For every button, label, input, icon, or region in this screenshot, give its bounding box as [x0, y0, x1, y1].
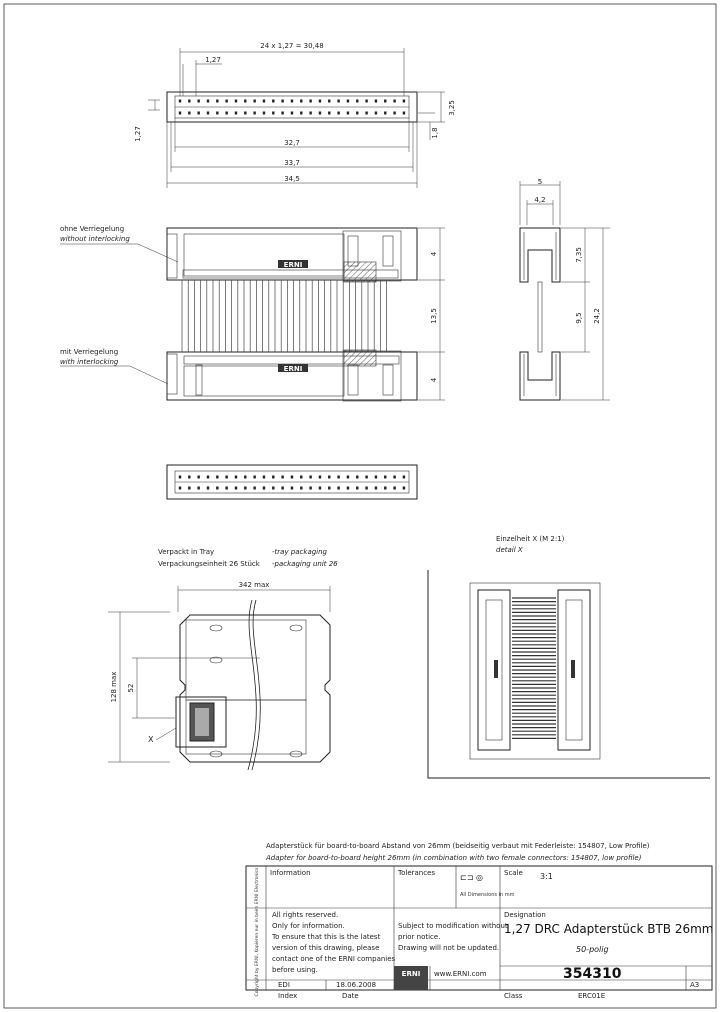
- pin-lower: [300, 487, 302, 490]
- pin-upper: [253, 476, 255, 479]
- detail-de: Einzelheit X (M 2:1): [496, 535, 565, 543]
- pin-lower: [375, 112, 377, 115]
- tray-height: 128 max: [110, 671, 118, 703]
- pin-lower: [356, 112, 358, 115]
- x-marker: X: [148, 735, 154, 744]
- pin-lower: [300, 112, 302, 115]
- pin-upper: [225, 100, 227, 103]
- pin-upper: [197, 100, 199, 103]
- tolerance-label: Tolerances: [398, 869, 436, 877]
- scale-value: 3:1: [540, 872, 553, 881]
- tray-en: -tray packaging: [272, 548, 327, 556]
- date-label: Date: [342, 992, 359, 1000]
- dim-34-5: 34,5: [284, 175, 300, 183]
- pin-upper: [328, 100, 330, 103]
- pin-upper: [244, 476, 246, 479]
- pin-upper: [179, 100, 181, 103]
- side-view: [520, 178, 610, 400]
- rights-4: version of this drawing, please: [272, 944, 380, 952]
- pin-upper: [291, 476, 293, 479]
- dim-5: 5: [537, 178, 543, 186]
- pin-upper: [309, 476, 311, 479]
- tray-width: 342 max: [238, 581, 270, 589]
- pin-lower: [328, 487, 330, 490]
- format: A3: [690, 981, 700, 989]
- pin-upper: [263, 100, 265, 103]
- pin-upper: [393, 100, 395, 103]
- pin-lower: [403, 112, 405, 115]
- info-label: Information: [270, 869, 311, 877]
- dim-pitch: 1,27: [205, 56, 221, 64]
- pin-upper: [356, 100, 358, 103]
- pin-upper: [179, 476, 181, 479]
- pin-lower: [207, 112, 209, 115]
- pin-lower: [225, 112, 227, 115]
- pin-lower: [356, 487, 358, 490]
- subject-3: Drawing will not be updated.: [398, 944, 500, 952]
- class-label: Class: [504, 992, 523, 1000]
- scale-label: Scale: [504, 869, 523, 877]
- pin-lower: [197, 112, 199, 115]
- pin-upper: [188, 476, 190, 479]
- pin-lower: [272, 487, 274, 490]
- pin-lower: [319, 112, 321, 115]
- label-with-locking-en: with interlocking: [60, 358, 119, 366]
- rights-5: contact one of the ERNI companies: [272, 955, 396, 963]
- pin-upper: [188, 100, 190, 103]
- pin-lower: [225, 487, 227, 490]
- pin-lower: [384, 112, 386, 115]
- subject-1: Subject to modification without: [398, 922, 508, 930]
- pin-upper: [375, 476, 377, 479]
- dim-33-7: 33,7: [284, 159, 300, 167]
- pin-lower: [188, 487, 190, 490]
- pin-upper: [319, 100, 321, 103]
- pin-upper: [365, 100, 367, 103]
- class-value: ERC01E: [578, 992, 606, 1000]
- dimensions-note: All Dimensions in mm: [460, 892, 515, 898]
- desc-de: Adapterstück für board-to-board Abstand von 26mm (beidseitig verbaut mit Federleiste: 154807, Low Profile): [266, 842, 650, 850]
- pin-upper: [263, 476, 265, 479]
- tray-view: [108, 548, 338, 770]
- subject-2: prior notice.: [398, 933, 441, 941]
- pin-upper: [207, 476, 209, 479]
- pin-upper: [281, 476, 283, 479]
- dim-4-upper: 4: [430, 251, 438, 257]
- pin-upper: [403, 476, 405, 479]
- label-with-locking-de: mit Verriegelung: [60, 348, 119, 356]
- pin-lower: [197, 487, 199, 490]
- front-view: [60, 225, 445, 401]
- desc-en: Adapter for board-to-board height 26mm (in combination with two female connectors: 154807, low profile): [266, 854, 642, 862]
- pin-upper: [272, 476, 274, 479]
- rights-3: To ensure that this is the latest: [272, 933, 381, 941]
- pin-upper: [384, 476, 386, 479]
- pin-lower: [337, 487, 339, 490]
- dim-7-35: 7,35: [575, 247, 583, 263]
- index-label: Index: [278, 992, 298, 1000]
- bottom-view: [167, 465, 417, 499]
- pin-lower: [263, 112, 265, 115]
- pin-upper: [365, 476, 367, 479]
- pin-upper: [272, 100, 274, 103]
- unit-de: Verpackungseinheit 26 Stück: [158, 560, 260, 568]
- brand-logo: ERNI: [401, 970, 421, 978]
- pin-lower: [375, 487, 377, 490]
- drawing-subtitle: 50-polig: [576, 945, 609, 954]
- pin-upper: [337, 100, 339, 103]
- pin-lower: [244, 112, 246, 115]
- pin-upper: [235, 476, 237, 479]
- pin-lower: [188, 112, 190, 115]
- pin-lower: [319, 487, 321, 490]
- projection-icon: ⊏⊐ ◎: [460, 873, 483, 882]
- pin-lower: [216, 487, 218, 490]
- dim-1-8: 1,8: [431, 127, 439, 139]
- pin-lower: [403, 487, 405, 490]
- pin-upper: [235, 100, 237, 103]
- copyright-note: Copyright by ERNI, Kopieren nur in beim ERNI Electronics: [255, 867, 260, 997]
- pin-lower: [244, 487, 246, 490]
- website: www.ERNI.com: [434, 970, 487, 978]
- pin-lower: [337, 112, 339, 115]
- dim-3-25: 3,25: [448, 100, 456, 116]
- pin-upper: [347, 476, 349, 479]
- pin-lower: [179, 487, 181, 490]
- pin-upper: [244, 100, 246, 103]
- part-number: 354310: [563, 966, 622, 982]
- pin-upper: [384, 100, 386, 103]
- pin-lower: [347, 112, 349, 115]
- pin-upper: [225, 476, 227, 479]
- dim-13-5: 13,5: [430, 308, 438, 324]
- pin-lower: [309, 487, 311, 490]
- dim-4-2: 4,2: [534, 196, 546, 204]
- pin-upper: [253, 100, 255, 103]
- drawing-title: 1,27 DRC Adapterstück BTB 26mm: [504, 922, 714, 936]
- dim-4-lower: 4: [430, 377, 438, 383]
- pin-lower: [263, 487, 265, 490]
- label-without-locking-en: without interlocking: [60, 235, 130, 243]
- pin-upper: [356, 476, 358, 479]
- pin-upper: [328, 476, 330, 479]
- pin-upper: [216, 100, 218, 103]
- pin-lower: [235, 487, 237, 490]
- pin-lower: [281, 112, 283, 115]
- pin-upper: [393, 476, 395, 479]
- pin-upper: [337, 476, 339, 479]
- brand-bottom: ERNI: [283, 365, 303, 373]
- pin-lower: [328, 112, 330, 115]
- date: 18.06.2008: [336, 981, 377, 989]
- pin-lower: [365, 487, 367, 490]
- unit-en: -packaging unit 26: [272, 560, 338, 568]
- dim-pitch-total: 24 x 1,27 = 30,48: [260, 42, 324, 50]
- dim-9-5: 9,5: [575, 312, 583, 324]
- dim-32-7: 32,7: [284, 139, 300, 147]
- pin-lower: [291, 487, 293, 490]
- title-block: [246, 842, 714, 1000]
- pin-lower: [393, 487, 395, 490]
- brand-top: ERNI: [283, 261, 303, 269]
- detail-en: detail X: [496, 546, 523, 554]
- pin-lower: [207, 487, 209, 490]
- pin-upper: [347, 100, 349, 103]
- pin-upper: [309, 100, 311, 103]
- dim-pitch-side: 1,27: [134, 126, 142, 142]
- pin-lower: [347, 487, 349, 490]
- pin-lower: [216, 112, 218, 115]
- pin-upper: [403, 100, 405, 103]
- pin-upper: [216, 476, 218, 479]
- pin-lower: [253, 487, 255, 490]
- rights-6: before using.: [272, 966, 318, 974]
- pin-lower: [291, 112, 293, 115]
- pin-upper: [197, 476, 199, 479]
- pin-upper: [207, 100, 209, 103]
- label-without-locking-de: ohne Verriegelung: [60, 225, 125, 233]
- rights-2: Only for information.: [272, 922, 345, 930]
- pin-lower: [384, 487, 386, 490]
- pin-upper: [375, 100, 377, 103]
- pin-upper: [300, 476, 302, 479]
- top-view: [134, 42, 456, 188]
- pin-lower: [272, 112, 274, 115]
- pin-lower: [179, 112, 181, 115]
- pin-upper: [319, 476, 321, 479]
- pin-lower: [281, 487, 283, 490]
- pin-lower: [309, 112, 311, 115]
- detail-x: [428, 535, 710, 778]
- tray-52: 52: [127, 683, 135, 693]
- dim-24-2: 24,2: [593, 308, 601, 324]
- pin-upper: [291, 100, 293, 103]
- tray-de: Verpackt in Tray: [158, 548, 215, 556]
- rights-1: All rights reserved.: [272, 911, 339, 919]
- edition: EDI: [278, 981, 290, 989]
- pin-lower: [253, 112, 255, 115]
- pin-lower: [235, 112, 237, 115]
- pin-upper: [300, 100, 302, 103]
- pin-lower: [365, 112, 367, 115]
- designation-label: Designation: [504, 911, 546, 919]
- pin-lower: [393, 112, 395, 115]
- pin-upper: [281, 100, 283, 103]
